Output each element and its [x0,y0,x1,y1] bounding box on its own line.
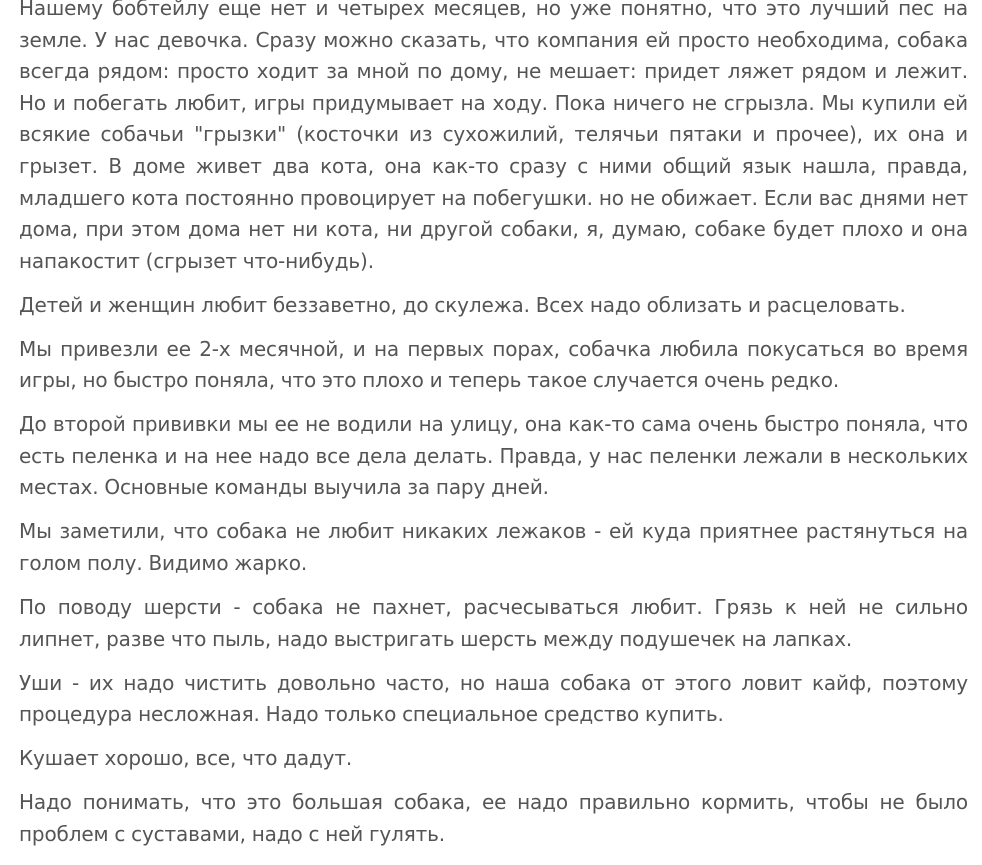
review-paragraph-7: Уши - их надо чистить довольно часто, но наша собака от этого ловит кайф, поэтому процедура несложная. Надо только специальное средство купить. [19,670,968,727]
review-paragraph-2: Детей и женщин любит беззаветно, до скулежа. Всех надо облизать и расцеловать. [19,292,906,317]
review-paragraph-8: Кушает хорошо, все, что дадут. [19,746,353,771]
review-paragraph-4: До второй прививки мы ее не водили на улицу, она как-то сама очень быстро поняла, что есть пеленка и на нее надо все дела делать. Правда, у нас пеленки лежали в нескольких местах. Основные команды выучила за пару дней. [19,412,968,500]
review-paragraph-9: Надо понимать, что это большая собака, ее надо правильно кормить, чтобы не было проблем с суставами, надо с ней гулять. [19,790,968,846]
review-paragraph-1: Нашему бобтейлу еще нет и четырех месяцев, но уже понятно, что это лучший пес на земле. У нас девочка. Сразу можно сказать, что компания ей просто необходима, собака всегда рядом: просто ходит за мной по дому, не мешает: придет ляжет рядом и лежит. Но и побегать любит, игры придумывает на ходу. Пока ничего не сгрызла. Мы купили ей всякие собачьи "грызки" (косточки из сухожилий, телячьи пятаки и прочее), их она и грызет. В доме живет два кота, она как-то сразу с ними общий язык нашла, правда, младшего кота постоянно провоцирует на побегушки. но не обижает. Если вас днями нет дома, при этом дома нет ни кота, ни другой собаки, я, думаю, собаке будет плохо и она напакостит (сгрызет что-нибудь). [19,0,968,273]
review-paragraph-3: Мы привезли ее 2-х месячной, и на первых порах, собачка любила покусаться во время игры, но быстро поняла, что это плохо и теперь такое случается очень редко. [19,336,968,393]
review-paragraph-5: Мы заметили, что собака не любит никаких лежаков - ей куда приятнее растянуться на голом полу. Видимо жарко. [19,519,968,576]
review-paragraph-6: По поводу шерсти - собака не пахнет, расчесываться любит. Грязь к ней не сильно липнет, разве что пыль, надо выстригать шерсть между подушечек на лапках. [19,595,968,651]
